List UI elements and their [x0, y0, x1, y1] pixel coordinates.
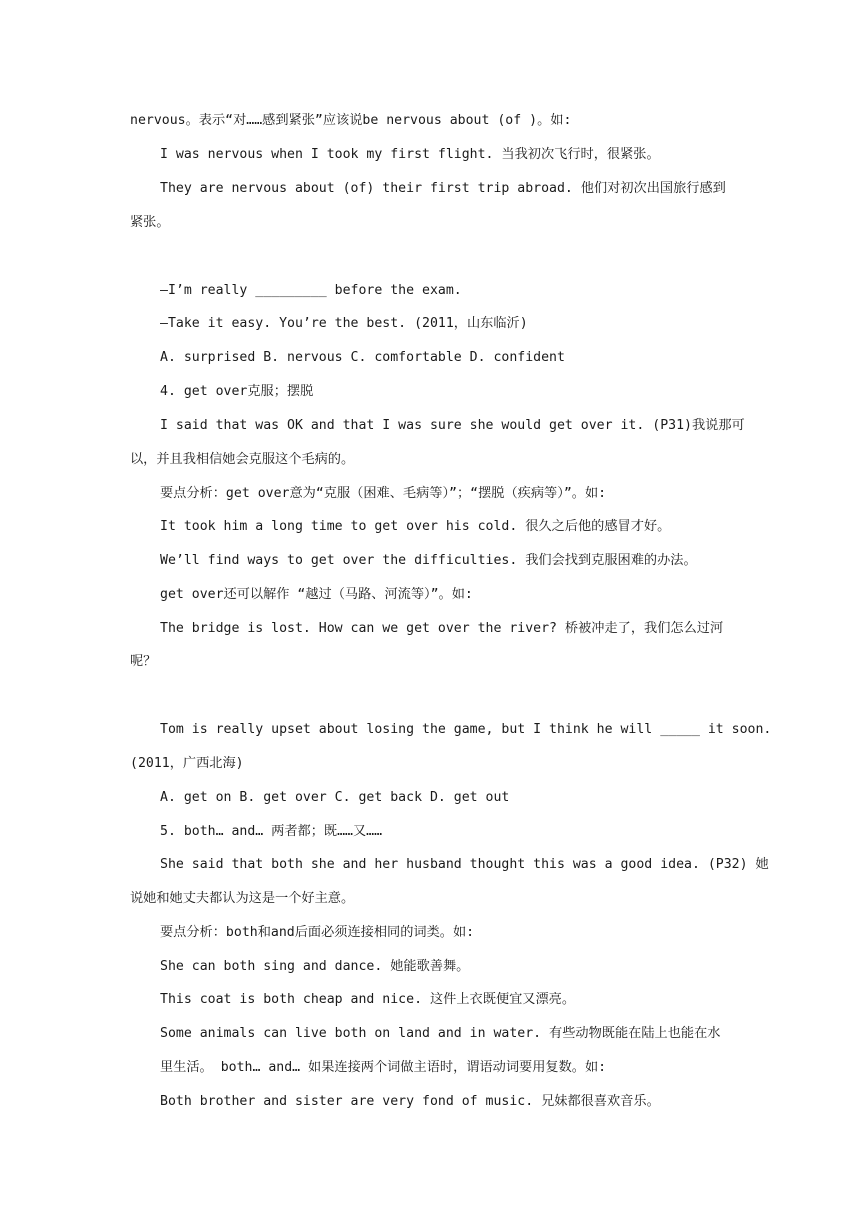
text-line: 以，并且我相信她会克服这个毛病的。 [130, 452, 355, 467]
answer-options: A. get on B. get over C. get back D. get out [160, 790, 510, 805]
section-heading: 5. both… and… 两者都；既……又…… [160, 824, 383, 839]
text-line: 紧张。 [130, 215, 170, 230]
text-line: It took him a long time to get over his cold. 很久之后他的感冒才好。 [160, 519, 671, 534]
text-line: 要点分析：get over意为“克服（困难、毛病等）”；“摆脱（疾病等）”。如: [160, 486, 607, 501]
answer-options: A. surprised B. nervous C. comfortable D. confident [160, 350, 565, 365]
text-line: I was nervous when I took my first flight. 当我初次飞行时，很紧张。 [160, 147, 660, 162]
text-line: get over还可以解作 “越过（马路、河流等）”。如: [160, 587, 473, 602]
text-line: I said that was OK and that I was sure she would get over it. (P31)我说那可 [160, 418, 745, 433]
question-line: (2011，广西北海) [130, 756, 244, 771]
text-line: The bridge is lost. How can we get over the river? 桥被冲走了，我们怎么过河 [160, 621, 724, 636]
text-line: Some animals can live both on land and in water. 有些动物既能在陆上也能在水 [160, 1026, 721, 1041]
text-line: 要点分析：both和and后面必须连接相同的词类。如: [160, 925, 475, 940]
section-heading: 4. get over克服；摆脱 [160, 384, 314, 399]
text-line: We’ll find ways to get over the difficulties. 我们会找到克服困难的办法。 [160, 553, 697, 568]
text-line: 说她和她丈夫都认为这是一个好主意。 [130, 891, 355, 906]
question-line: Tom is really upset about losing the game, but I think he will _____ it soon. [160, 722, 772, 737]
text-line: This coat is both cheap and nice. 这件上衣既便宜又漂亮。 [160, 992, 576, 1007]
text-line: She said that both she and her husband thought this was a good idea. (P32) 她 [160, 857, 769, 872]
text-line: She can both sing and dance. 她能歌善舞。 [160, 959, 470, 974]
text-line: Both brother and sister are very fond of music. 兄妹都很喜欢音乐。 [160, 1094, 660, 1109]
text-line: 呢？ [130, 654, 157, 669]
text-line: 里生活。 both… and… 如果连接两个词做主语时，谓语动词要用复数。如: [160, 1060, 607, 1075]
text-line: nervous。表示“对……感到紧张”应该说be nervous about (of )。如: [130, 113, 572, 128]
question-line: —I’m really _________ before the exam. [160, 283, 462, 298]
question-line: —Take it easy. You’re the best. (2011，山东临沂) [160, 316, 528, 331]
text-line: They are nervous about (of) their first trip abroad. 他们对初次出国旅行感到 [160, 181, 726, 196]
